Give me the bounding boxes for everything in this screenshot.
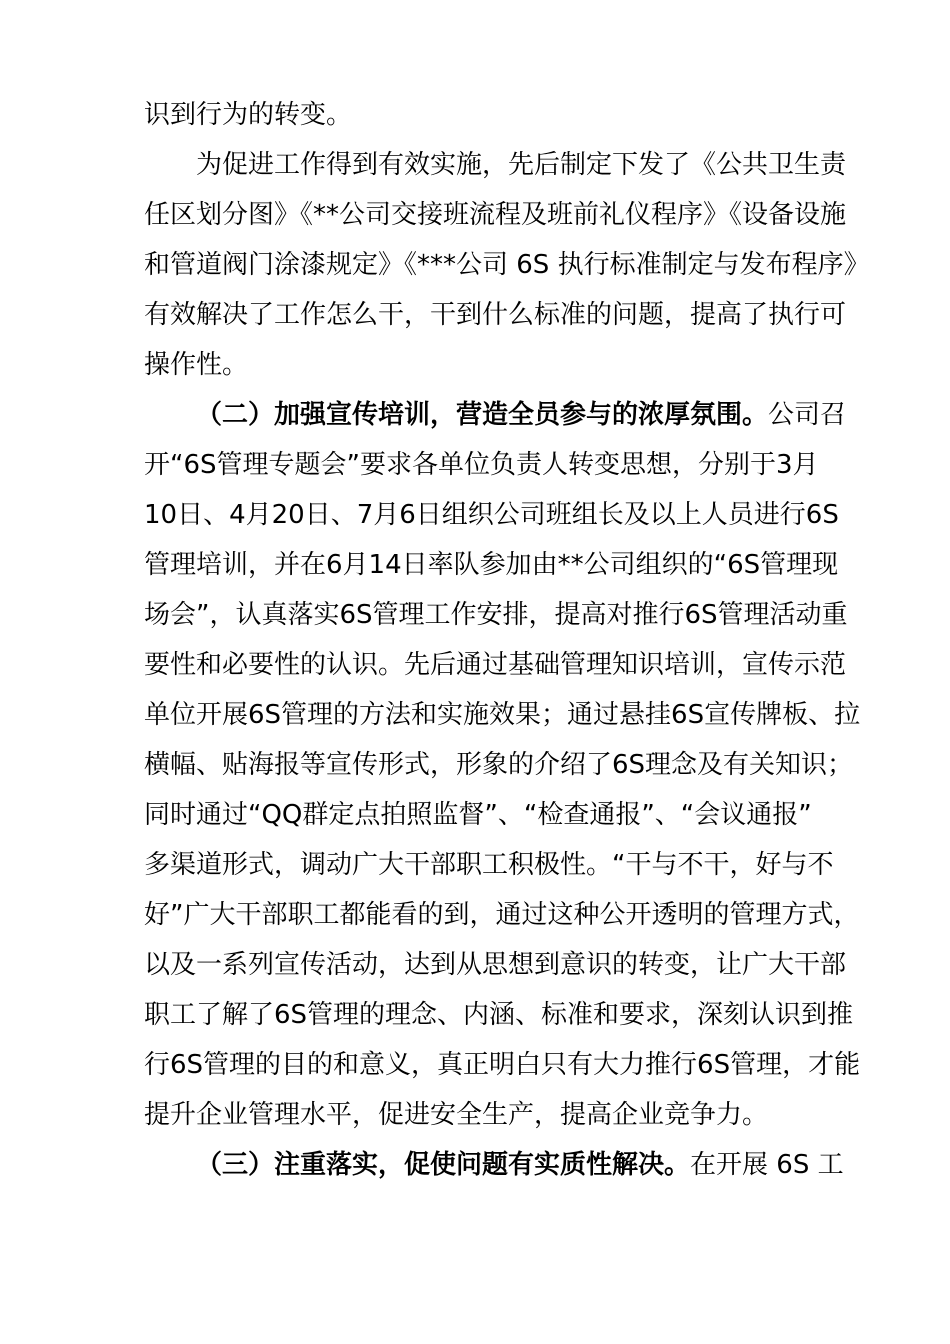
text-line <box>0 990 950 1040</box>
text-line <box>0 1140 950 1190</box>
text-run: 行6S管理的目的和意义，真正明白只有大力推行6S管理，才能 <box>144 1050 861 1080</box>
text-run: 公司召 <box>768 400 847 430</box>
text-run: 单位开展6S管理的方法和实施效果；通过悬挂6S宣传牌板、拉 <box>144 700 861 730</box>
text-line <box>0 1090 950 1140</box>
text-line <box>0 340 950 390</box>
text-run: 职工了解了6S管理的理念、内涵、标准和要求，深刻认识到推 <box>144 1000 854 1030</box>
text-line <box>0 540 950 590</box>
text-run: 操作性。 <box>144 350 249 380</box>
text-line <box>0 290 950 340</box>
text-run: 管理培训，并在6月14日率队参加由**公司组织的“6S管理现 <box>144 550 839 580</box>
text-run: 和管道阀门涂漆规定》《***公司 6S 执行标准制定与发布程序》 <box>144 250 870 280</box>
text-run: 同时通过“QQ群定点拍照监督”、“检查通报”、“会议通报” <box>144 800 812 830</box>
text-run: 提升企业管理水平，促进安全生产，提高企业竞争力。 <box>144 1100 769 1130</box>
text-run: 横幅、贴海报等宣传形式，形象的介绍了6S理念及有关知识； <box>144 750 854 780</box>
text-run: 有效解决了工作怎么干，干到什么标准的问题，提高了执行可 <box>144 300 847 330</box>
text-line <box>0 440 950 490</box>
text-line <box>0 190 950 240</box>
section-heading: （三）注重落实，促使问题有实质性解决。 <box>196 1150 691 1180</box>
text-run: 在开展 6S 工 <box>690 1150 844 1180</box>
text-line <box>0 590 950 640</box>
text-line <box>0 90 950 140</box>
text-line <box>0 390 950 440</box>
text-line <box>0 840 950 890</box>
text-line <box>0 240 950 290</box>
text-line <box>0 690 950 740</box>
section-heading: （二）加强宣传培训，营造全员参与的浓厚氛围。 <box>196 400 769 430</box>
text-run: 任区划分图》《**公司交接班流程及班前礼仪程序》《设备设施 <box>144 200 847 230</box>
text-line <box>0 640 950 690</box>
text-line <box>0 490 950 540</box>
text-line <box>0 740 950 790</box>
text-run: 多渠道形式，调动广大干部职工积极性。“干与不干，好与不 <box>144 850 834 880</box>
text-run: 10日、4月20日、7月6日组织公司班组长及以上人员进行6S <box>144 500 839 530</box>
text-run: 以及一系列宣传活动，达到从思想到意识的转变，让广大干部 <box>144 950 847 980</box>
text-line <box>0 890 950 940</box>
text-line <box>0 940 950 990</box>
text-run: 识到行为的转变。 <box>144 100 353 130</box>
text-line <box>0 790 950 840</box>
text-run: 开“6S管理专题会”要求各单位负责人转变思想，分别于3月 <box>144 450 819 480</box>
text-line <box>0 140 950 190</box>
text-run: 场会”，认真落实6S管理工作安排，提高对推行6S管理活动重 <box>144 600 848 630</box>
text-run: 好”广大干部职工都能看的到，通过这种公开透明的管理方式， <box>144 900 860 930</box>
text-line <box>0 1040 950 1090</box>
text-run: 要性和必要性的认识。先后通过基础管理知识培训，宣传示范 <box>144 650 847 680</box>
text-run: 为促进工作得到有效实施，先后制定下发了《公共卫生责 <box>196 150 847 180</box>
